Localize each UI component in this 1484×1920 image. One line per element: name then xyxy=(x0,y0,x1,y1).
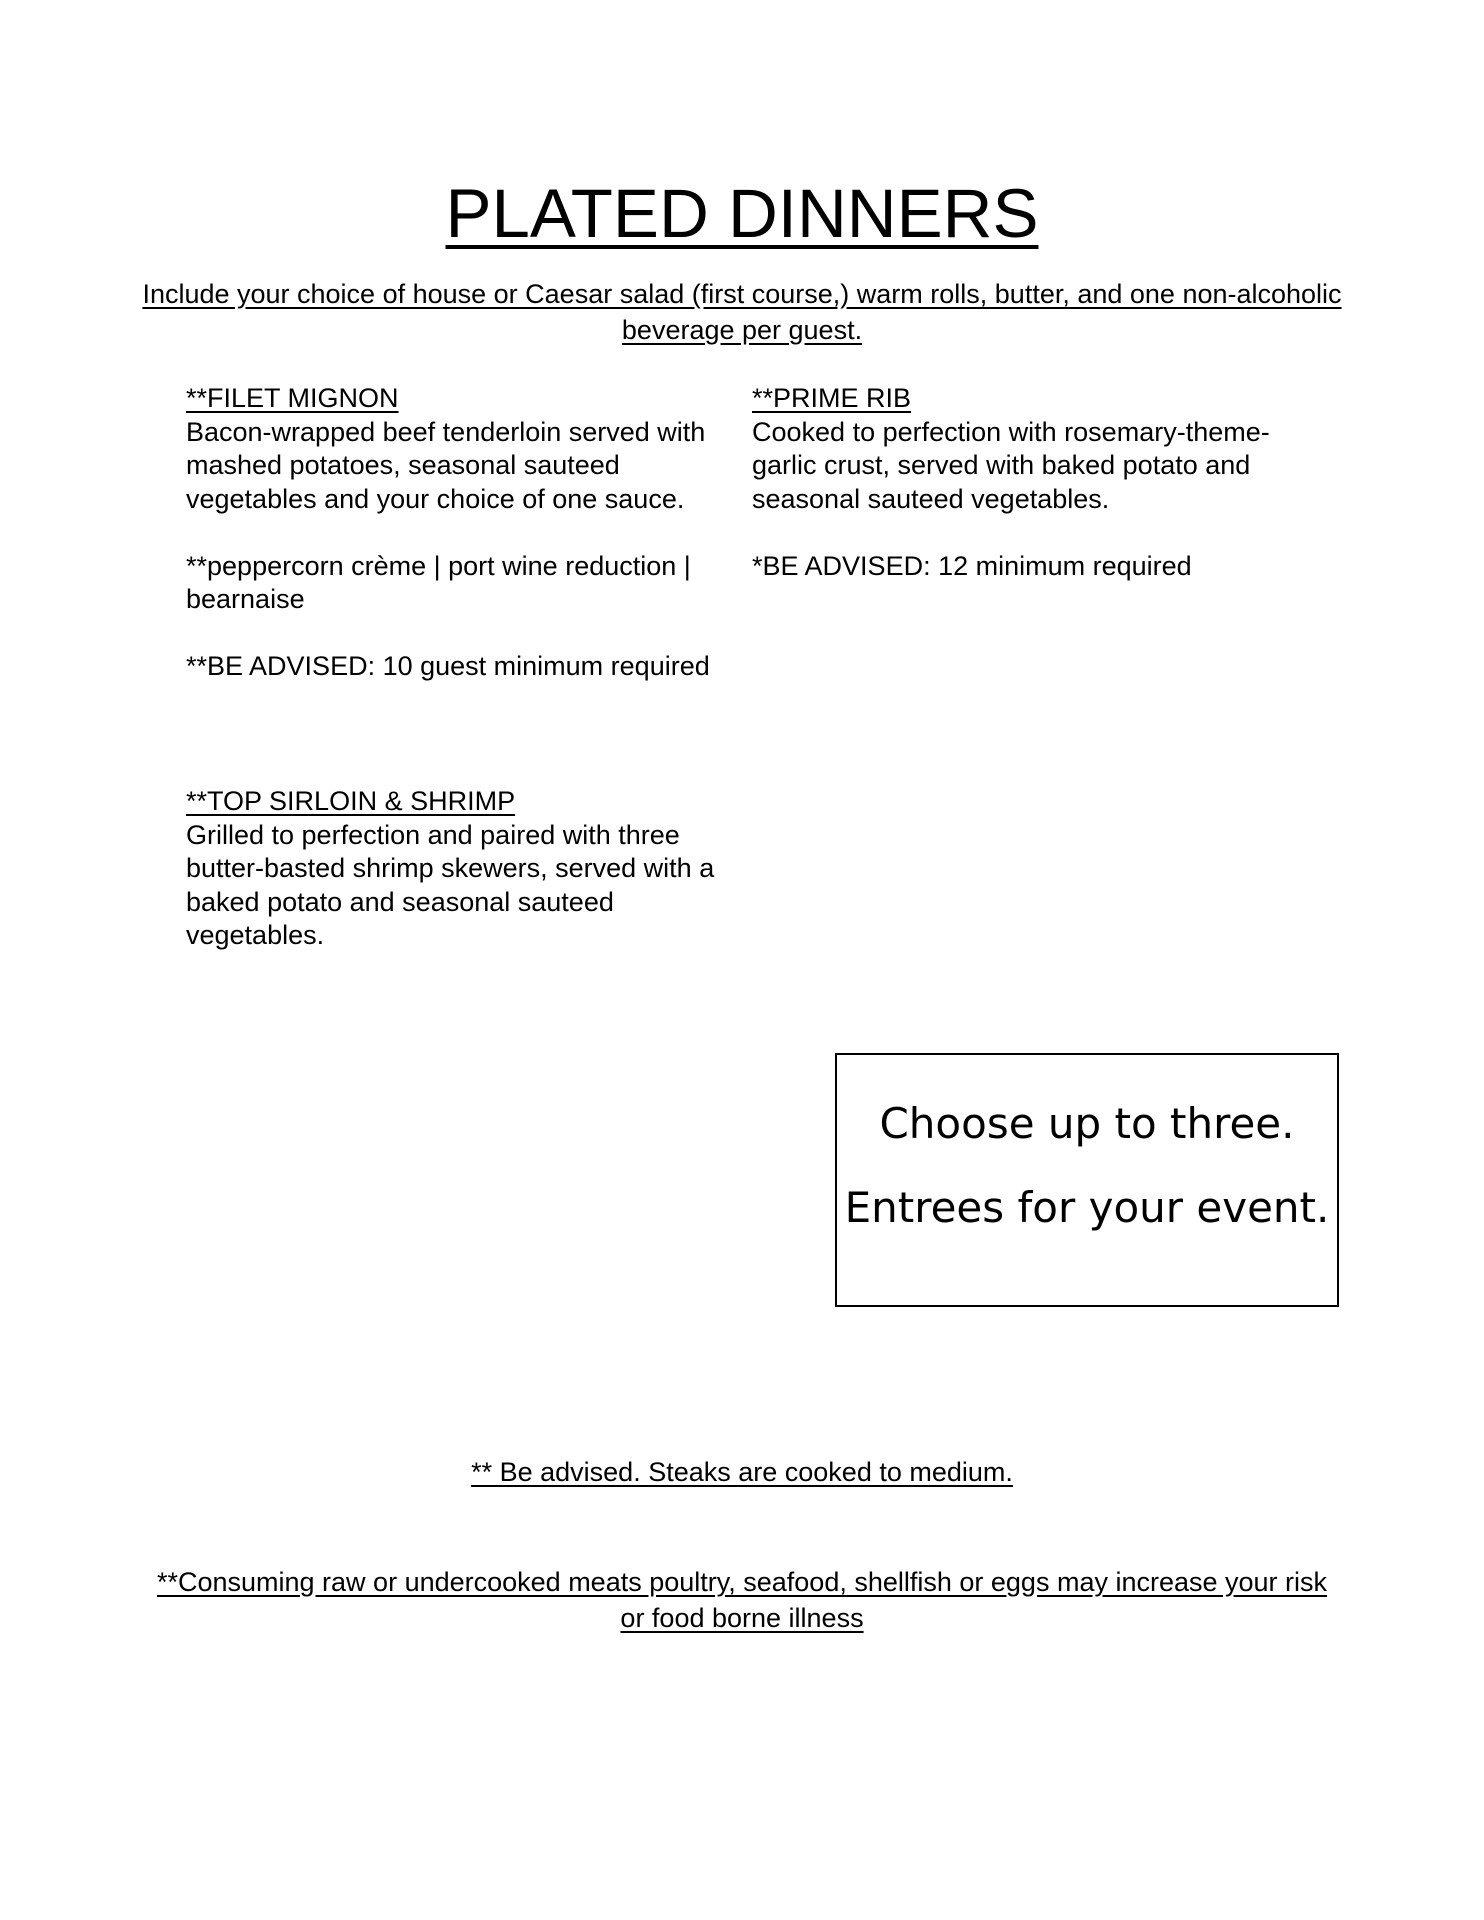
item-description: Grilled to perfection and paired with three butter-basted shrimp skewers, served with a baked potato and seasonal sauteed vegetables. xyxy=(186,819,715,950)
item-description: Bacon-wrapped beef tenderloin served with mashed potatoes, seasonal sauteed vegetables and your choice of one sauce. xyxy=(186,416,706,514)
item-advisory: **BE ADVISED: 10 guest minimum required xyxy=(186,651,710,681)
item-sauces: **peppercorn crème | port wine reduction | bearnaise xyxy=(186,550,691,614)
menu-item-filet-mignon xyxy=(186,382,746,684)
item-name: **TOP SIRLOIN & SHRIMP xyxy=(186,786,516,816)
page-title: PLATED DINNERS xyxy=(445,175,1039,252)
menu-item-prime-rib xyxy=(752,382,1312,583)
intro-text: Include your choice of house or Caesar salad (first course,) warm rolls, butter, and one non-alcoholic beverage per guest. xyxy=(142,279,1342,345)
item-name: **PRIME RIB xyxy=(752,383,912,413)
menu-item-top-sirloin-shrimp xyxy=(186,785,746,953)
entree-choice-callout-box xyxy=(835,1053,1339,1307)
food-safety-warning: **Consuming raw or undercooked meats poultry, seafood, shellfish or eggs may increase your risk or food borne illness xyxy=(156,1567,1328,1633)
item-name: **FILET MIGNON xyxy=(186,383,399,413)
item-description: Cooked to perfection with rosemary-theme-garlic crust, served with baked potato and seasonal sauteed vegetables. xyxy=(752,416,1270,514)
steak-doneness-note: ** Be advised. Steaks are cooked to medium. xyxy=(471,1457,1013,1487)
callout-line-2: Entrees for your event. xyxy=(844,1183,1330,1232)
callout-line-1: Choose up to three. xyxy=(879,1099,1295,1148)
item-advisory: *BE ADVISED: 12 minimum required xyxy=(752,550,1192,581)
